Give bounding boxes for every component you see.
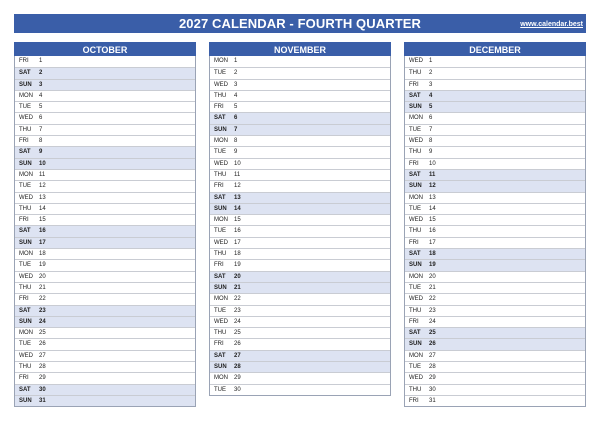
day-number: 3 [234, 81, 238, 88]
day-number: 29 [234, 375, 241, 382]
weekday-label: SUN [409, 262, 422, 269]
day-row [405, 248, 585, 259]
day-row [15, 305, 195, 316]
day-number: 28 [429, 364, 436, 371]
day-row [15, 225, 195, 236]
weekday-label: SAT [214, 352, 226, 359]
day-list [209, 56, 391, 396]
weekday-label: MON [214, 296, 228, 303]
day-number: 31 [429, 397, 436, 404]
day-number: 2 [429, 70, 433, 77]
day-row [405, 56, 585, 67]
weekday-label: SUN [19, 318, 32, 325]
day-number: 14 [234, 205, 241, 212]
weekday-label: SAT [19, 70, 31, 77]
month-november [209, 42, 391, 396]
day-row [210, 225, 390, 236]
weekday-label: WED [214, 160, 228, 167]
day-number: 5 [234, 104, 238, 111]
day-row [210, 169, 390, 180]
weekday-label: FRI [19, 138, 29, 145]
weekday-label: TUE [214, 70, 226, 77]
weekday-label: SUN [214, 284, 227, 291]
day-number: 23 [429, 307, 436, 314]
weekday-label: SUN [214, 126, 227, 133]
weekday-label: FRI [409, 160, 419, 167]
day-number: 18 [234, 251, 241, 258]
weekday-label: MON [409, 273, 423, 280]
day-row [15, 56, 195, 67]
day-number: 9 [39, 149, 43, 156]
weekday-label: TUE [19, 341, 31, 348]
day-row [405, 282, 585, 293]
day-row [405, 316, 585, 327]
day-number: 22 [429, 296, 436, 303]
weekday-label: SUN [19, 397, 32, 404]
day-number: 8 [39, 138, 43, 145]
weekday-label: WED [409, 375, 423, 382]
weekday-label: SUN [409, 183, 422, 190]
day-row [405, 101, 585, 112]
day-number: 28 [234, 364, 241, 371]
weekday-label: FRI [409, 318, 419, 325]
weekday-label: THU [19, 284, 32, 291]
day-number: 5 [429, 104, 433, 111]
weekday-label: TUE [19, 183, 31, 190]
weekday-label: SAT [409, 330, 421, 337]
weekday-label: MON [409, 352, 423, 359]
day-number: 20 [39, 273, 46, 280]
weekday-label: SAT [19, 307, 31, 314]
day-number: 4 [39, 92, 43, 99]
weekday-label: FRI [409, 239, 419, 246]
weekday-label: SUN [19, 81, 32, 88]
day-number: 16 [39, 228, 46, 235]
day-number: 21 [234, 284, 241, 291]
day-number: 10 [39, 160, 46, 167]
day-number: 2 [234, 70, 238, 77]
day-number: 23 [39, 307, 46, 314]
day-number: 4 [429, 92, 433, 99]
day-row [15, 135, 195, 146]
day-row [405, 146, 585, 157]
day-row [405, 192, 585, 203]
day-number: 3 [429, 81, 433, 88]
day-row [210, 282, 390, 293]
weekday-label: THU [409, 386, 422, 393]
weekday-label: FRI [214, 262, 224, 269]
weekday-label: THU [214, 330, 227, 337]
weekday-label: SUN [214, 205, 227, 212]
month-header: DECEMBER [404, 42, 586, 56]
weekday-label: THU [409, 228, 422, 235]
weekday-label: WED [19, 273, 33, 280]
weekday-label: WED [409, 138, 423, 145]
day-row [15, 146, 195, 157]
day-number: 5 [39, 104, 43, 111]
weekday-label: MON [214, 217, 228, 224]
day-number: 29 [39, 375, 46, 382]
weekday-label: SUN [409, 104, 422, 111]
day-number: 17 [429, 239, 436, 246]
weekday-label: TUE [409, 364, 421, 371]
day-number: 30 [429, 386, 436, 393]
weekday-label: TUE [214, 228, 226, 235]
day-list [14, 56, 196, 407]
day-row [15, 158, 195, 169]
day-row [405, 395, 585, 406]
day-row [210, 112, 390, 123]
day-number: 26 [39, 341, 46, 348]
day-row [210, 214, 390, 225]
weekday-label: SAT [214, 194, 226, 201]
day-number: 19 [234, 262, 241, 269]
title-bar [14, 14, 586, 33]
day-row [15, 79, 195, 90]
weekday-label: THU [409, 307, 422, 314]
day-row [210, 67, 390, 78]
day-number: 16 [429, 228, 436, 235]
day-number: 7 [429, 126, 433, 133]
day-number: 18 [429, 251, 436, 258]
day-row [405, 112, 585, 123]
weekday-label: MON [409, 115, 423, 122]
day-number: 27 [39, 352, 46, 359]
day-row [210, 361, 390, 372]
weekday-label: TUE [409, 126, 421, 133]
day-row [405, 372, 585, 383]
day-row [405, 90, 585, 101]
day-number: 17 [234, 239, 241, 246]
weekday-label: THU [409, 149, 422, 156]
page-title: 2027 CALENDAR - FOURTH QUARTER [178, 16, 422, 31]
day-row [210, 372, 390, 383]
day-row [405, 214, 585, 225]
day-number: 27 [234, 352, 241, 359]
weekday-label: THU [214, 251, 227, 258]
month-header: OCTOBER [14, 42, 196, 56]
day-number: 6 [39, 115, 43, 122]
day-row [15, 180, 195, 191]
weekday-label: SUN [214, 364, 227, 371]
weekday-label: WED [19, 352, 33, 359]
day-number: 10 [234, 160, 241, 167]
day-row [405, 305, 585, 316]
day-number: 3 [39, 81, 43, 88]
weekday-label: SUN [409, 341, 422, 348]
day-row [15, 271, 195, 282]
weekday-label: SUN [19, 160, 32, 167]
weekday-label: THU [19, 126, 32, 133]
weekday-label: MON [214, 138, 228, 145]
day-number: 8 [429, 138, 433, 145]
day-number: 28 [39, 364, 46, 371]
day-row [405, 384, 585, 395]
day-row [15, 293, 195, 304]
day-number: 23 [234, 307, 241, 314]
day-row [210, 237, 390, 248]
day-number: 11 [39, 171, 46, 178]
month-header: NOVEMBER [209, 42, 391, 56]
day-number: 2 [39, 70, 43, 77]
weekday-label: SAT [19, 228, 31, 235]
day-number: 31 [39, 397, 46, 404]
day-row [210, 79, 390, 90]
day-number: 19 [429, 262, 436, 269]
day-number: 6 [429, 115, 433, 122]
day-number: 15 [234, 217, 241, 224]
day-row [15, 90, 195, 101]
weekday-label: WED [214, 239, 228, 246]
day-number: 21 [429, 284, 436, 291]
day-number: 25 [39, 330, 46, 337]
weekday-label: MON [214, 375, 228, 382]
day-row [210, 293, 390, 304]
weekday-label: WED [19, 194, 33, 201]
weekday-label: MON [19, 171, 33, 178]
weekday-label: SAT [409, 92, 421, 99]
day-row [405, 361, 585, 372]
day-number: 9 [429, 149, 433, 156]
weekday-label: SAT [409, 251, 421, 258]
day-row [15, 372, 195, 383]
weekday-label: MON [19, 92, 33, 99]
day-row [210, 180, 390, 191]
day-row [405, 169, 585, 180]
day-row [210, 259, 390, 270]
day-number: 10 [429, 160, 436, 167]
day-row [405, 158, 585, 169]
day-number: 13 [39, 194, 46, 201]
day-number: 7 [39, 126, 43, 133]
day-row [15, 192, 195, 203]
day-row [15, 384, 195, 395]
day-number: 18 [39, 251, 46, 258]
day-row [210, 90, 390, 101]
weekday-label: FRI [19, 217, 29, 224]
day-row [210, 384, 390, 395]
day-row [15, 214, 195, 225]
day-number: 26 [429, 341, 436, 348]
day-row [15, 248, 195, 259]
day-row [15, 327, 195, 338]
weekday-label: FRI [409, 81, 419, 88]
weekday-label: WED [409, 296, 423, 303]
day-row [15, 112, 195, 123]
weekday-label: SAT [19, 149, 31, 156]
day-row [15, 101, 195, 112]
weekday-label: MON [409, 194, 423, 201]
day-number: 22 [234, 296, 241, 303]
day-number: 26 [234, 341, 241, 348]
day-number: 9 [234, 149, 238, 156]
day-number: 24 [429, 318, 436, 325]
day-number: 15 [429, 217, 436, 224]
day-number: 15 [39, 217, 46, 224]
day-row [405, 180, 585, 191]
day-row [405, 79, 585, 90]
day-row [210, 158, 390, 169]
day-row [210, 271, 390, 282]
day-row [210, 327, 390, 338]
day-number: 20 [234, 273, 241, 280]
weekday-label: WED [214, 81, 228, 88]
day-number: 30 [39, 386, 46, 393]
day-row [405, 203, 585, 214]
day-number: 1 [234, 58, 238, 64]
month-october [14, 42, 196, 407]
day-number: 4 [234, 92, 238, 99]
day-row [405, 124, 585, 135]
weekday-label: THU [19, 205, 32, 212]
day-number: 24 [234, 318, 241, 325]
weekday-label: WED [214, 318, 228, 325]
day-row [15, 169, 195, 180]
day-number: 6 [234, 115, 238, 122]
day-row [405, 327, 585, 338]
day-number: 13 [429, 194, 436, 201]
weekday-label: TUE [19, 104, 31, 111]
day-row [405, 350, 585, 361]
weekday-label: THU [214, 92, 227, 99]
weekday-label: TUE [214, 386, 226, 393]
weekday-label: TUE [19, 262, 31, 269]
day-number: 1 [429, 58, 433, 64]
weekday-label: FRI [214, 183, 224, 190]
weekday-label: SAT [19, 386, 31, 393]
day-number: 11 [429, 171, 436, 178]
day-number: 12 [234, 183, 241, 190]
day-number: 27 [429, 352, 436, 359]
weekday-label: WED [409, 217, 423, 224]
day-row [405, 259, 585, 270]
day-row [15, 203, 195, 214]
day-number: 20 [429, 273, 436, 280]
day-row [210, 203, 390, 214]
day-list [404, 56, 586, 407]
weekday-label: SAT [214, 273, 226, 280]
day-number: 17 [39, 239, 46, 246]
weekday-label: SAT [214, 115, 226, 122]
day-number: 29 [429, 375, 436, 382]
day-row [405, 293, 585, 304]
weekday-label: TUE [409, 284, 421, 291]
day-row [210, 146, 390, 157]
day-row [405, 271, 585, 282]
weekday-label: TUE [214, 307, 226, 314]
day-number: 16 [234, 228, 241, 235]
day-number: 14 [429, 205, 436, 212]
weekday-label: WED [409, 58, 423, 64]
day-number: 19 [39, 262, 46, 269]
day-number: 30 [234, 386, 241, 393]
day-number: 11 [234, 171, 241, 178]
day-row [405, 67, 585, 78]
weekday-label: FRI [214, 104, 224, 111]
day-row [15, 237, 195, 248]
weekday-label: THU [214, 171, 227, 178]
weekday-label: MON [19, 251, 33, 258]
day-row [210, 350, 390, 361]
weekday-label: SAT [409, 171, 421, 178]
day-number: 8 [234, 138, 238, 145]
day-row [210, 135, 390, 146]
day-row [15, 259, 195, 270]
day-row [15, 350, 195, 361]
day-row [405, 225, 585, 236]
day-number: 13 [234, 194, 241, 201]
day-row [210, 316, 390, 327]
weekday-label: FRI [19, 375, 29, 382]
day-row [15, 361, 195, 372]
day-row [210, 124, 390, 135]
day-row [210, 56, 390, 67]
day-row [210, 101, 390, 112]
day-row [210, 248, 390, 259]
weekday-label: THU [19, 364, 32, 371]
weekday-label: FRI [214, 341, 224, 348]
month-december [404, 42, 586, 407]
day-number: 12 [429, 183, 436, 190]
day-row [15, 395, 195, 406]
weekday-label: FRI [19, 296, 29, 303]
weekday-label: THU [409, 70, 422, 77]
weekday-label: WED [19, 115, 33, 122]
day-row [15, 338, 195, 349]
site-link[interactable]: www.calendar.best [520, 21, 583, 28]
weekday-label: MON [19, 330, 33, 337]
weekday-label: FRI [19, 58, 29, 64]
weekday-label: TUE [214, 149, 226, 156]
day-number: 25 [429, 330, 436, 337]
weekday-label: TUE [409, 205, 421, 212]
day-number: 21 [39, 284, 46, 291]
day-number: 12 [39, 183, 46, 190]
day-row [210, 338, 390, 349]
weekday-label: MON [214, 58, 228, 64]
day-row [15, 316, 195, 327]
day-row [405, 237, 585, 248]
day-row [15, 124, 195, 135]
day-row [15, 282, 195, 293]
day-number: 1 [39, 58, 43, 64]
day-number: 7 [234, 126, 238, 133]
day-number: 24 [39, 318, 46, 325]
weekday-label: SUN [19, 239, 32, 246]
day-row [405, 338, 585, 349]
day-number: 25 [234, 330, 241, 337]
day-number: 14 [39, 205, 46, 212]
day-row [210, 192, 390, 203]
weekday-label: FRI [409, 397, 419, 404]
day-row [210, 305, 390, 316]
day-row [15, 67, 195, 78]
day-number: 22 [39, 296, 46, 303]
day-row [405, 135, 585, 146]
